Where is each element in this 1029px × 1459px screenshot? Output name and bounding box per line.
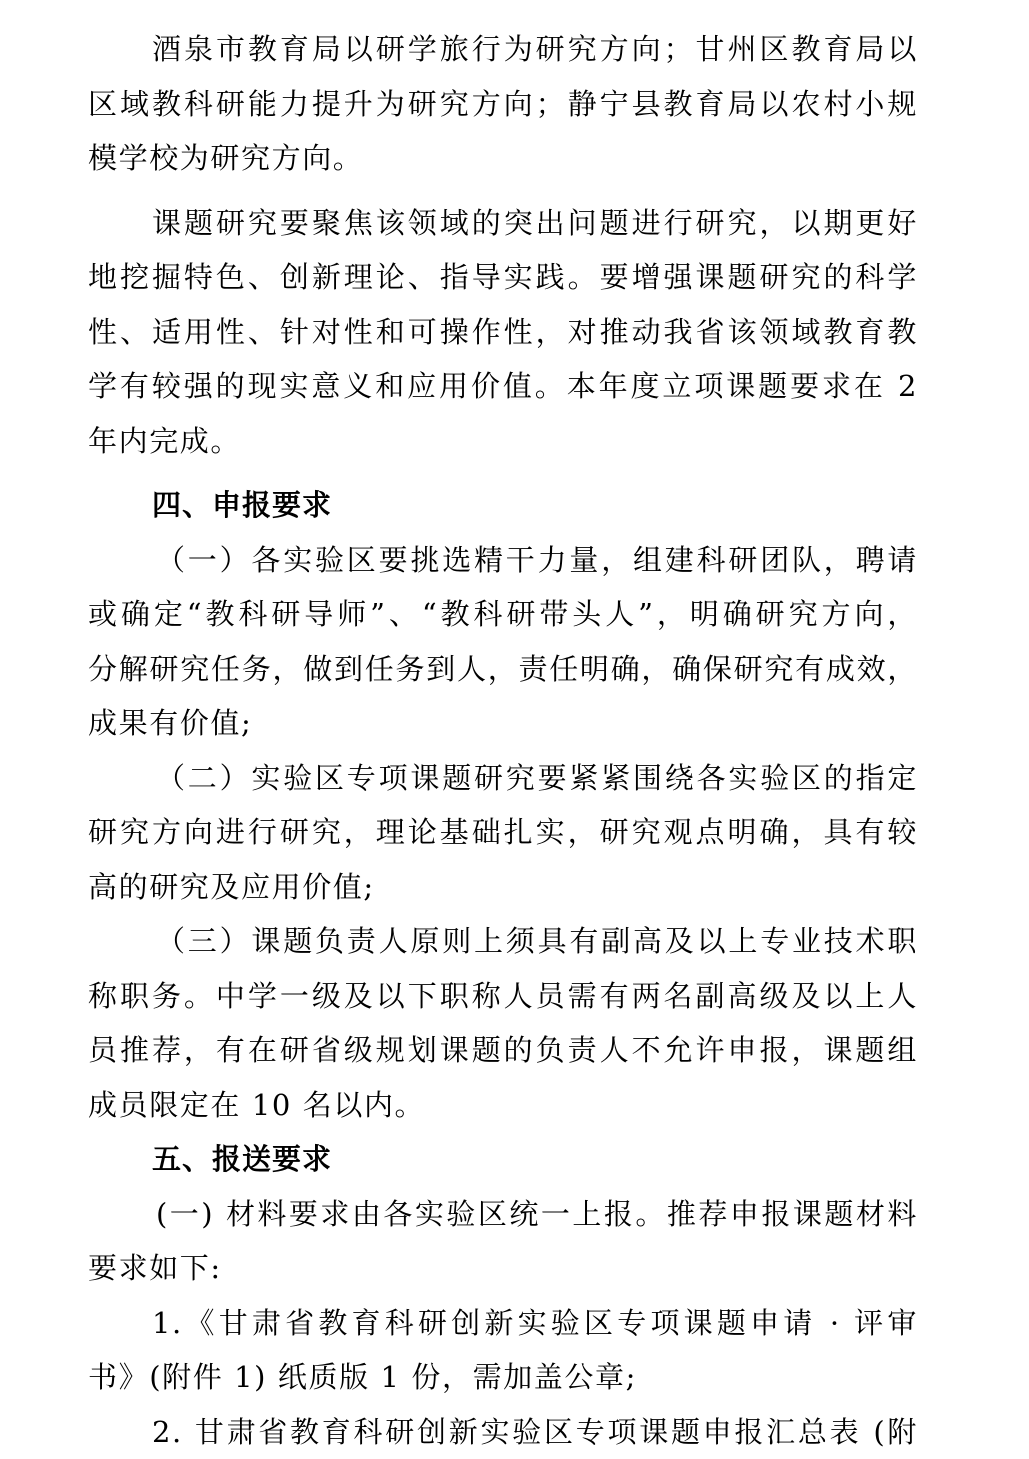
text-line: 学有较强的现实意义和应用价值。本年度立项课题要求在 2 [88, 359, 918, 414]
list-item-attachment-2 [88, 1405, 918, 1459]
paragraph-requirement-3 [88, 914, 918, 1132]
section-heading-submission-requirements: 五、报送要求 [88, 1132, 918, 1187]
text-line: 称职务。中学一级及以下职称人员需有两名副高级及以上人 [88, 969, 918, 1024]
paragraph-submission-1 [88, 1187, 918, 1296]
text-line: 成果有价值; [88, 696, 918, 751]
text-line: 高的研究及应用价值; [88, 860, 918, 915]
text-line: 课题研究要聚焦该领域的突出问题进行研究，以期更好 [88, 196, 918, 251]
text-line: 书》(附件 1) 纸质版 1 份，需加盖公章; [88, 1350, 918, 1405]
text-line: 分解研究任务，做到任务到人，责任明确，确保研究有成效， [88, 642, 918, 697]
text-line: 1.《甘肃省教育科研创新实验区专项课题申请 · 评审 [88, 1296, 918, 1351]
text-line: (一) 材料要求由各实验区统一上报。推荐申报课题材料 [88, 1187, 918, 1242]
text-line: 要求如下: [88, 1241, 918, 1296]
text-line: 年内完成。 [88, 414, 918, 469]
paragraph-research-focus [88, 196, 918, 469]
document-page [88, 22, 918, 1459]
text-line: （二）实验区专项课题研究要紧紧围绕各实验区的指定 [88, 751, 918, 806]
paragraph-research-directions [88, 22, 918, 186]
text-line: 2. 甘肃省教育科研创新实验区专项课题申报汇总表 (附 [88, 1405, 918, 1459]
text-line: （一）各实验区要挑选精干力量，组建科研团队，聘请 [88, 533, 918, 588]
section-heading-application-requirements: 四、申报要求 [88, 478, 918, 533]
text-line: 或确定“教科研导师”、“教科研带头人”，明确研究方向， [88, 587, 918, 642]
text-line: 成员限定在 10 名以内。 [88, 1078, 918, 1133]
text-line: 员推荐，有在研省级规划课题的负责人不允许申报，课题组 [88, 1023, 918, 1078]
text-line: 地挖掘特色、创新理论、指导实践。要增强课题研究的科学 [88, 250, 918, 305]
text-line: 研究方向进行研究，理论基础扎实，研究观点明确，具有较 [88, 805, 918, 860]
text-line: 区域教科研能力提升为研究方向；静宁县教育局以农村小规 [88, 77, 918, 132]
text-line: 酒泉市教育局以研学旅行为研究方向；甘州区教育局以 [88, 22, 918, 77]
paragraph-requirement-1 [88, 533, 918, 751]
paragraph-requirement-2 [88, 751, 918, 915]
list-item-attachment-1 [88, 1296, 918, 1405]
text-line: 性、适用性、针对性和可操作性，对推动我省该领域教育教 [88, 305, 918, 360]
text-line: 模学校为研究方向。 [88, 131, 918, 186]
text-line: （三）课题负责人原则上须具有副高及以上专业技术职 [88, 914, 918, 969]
